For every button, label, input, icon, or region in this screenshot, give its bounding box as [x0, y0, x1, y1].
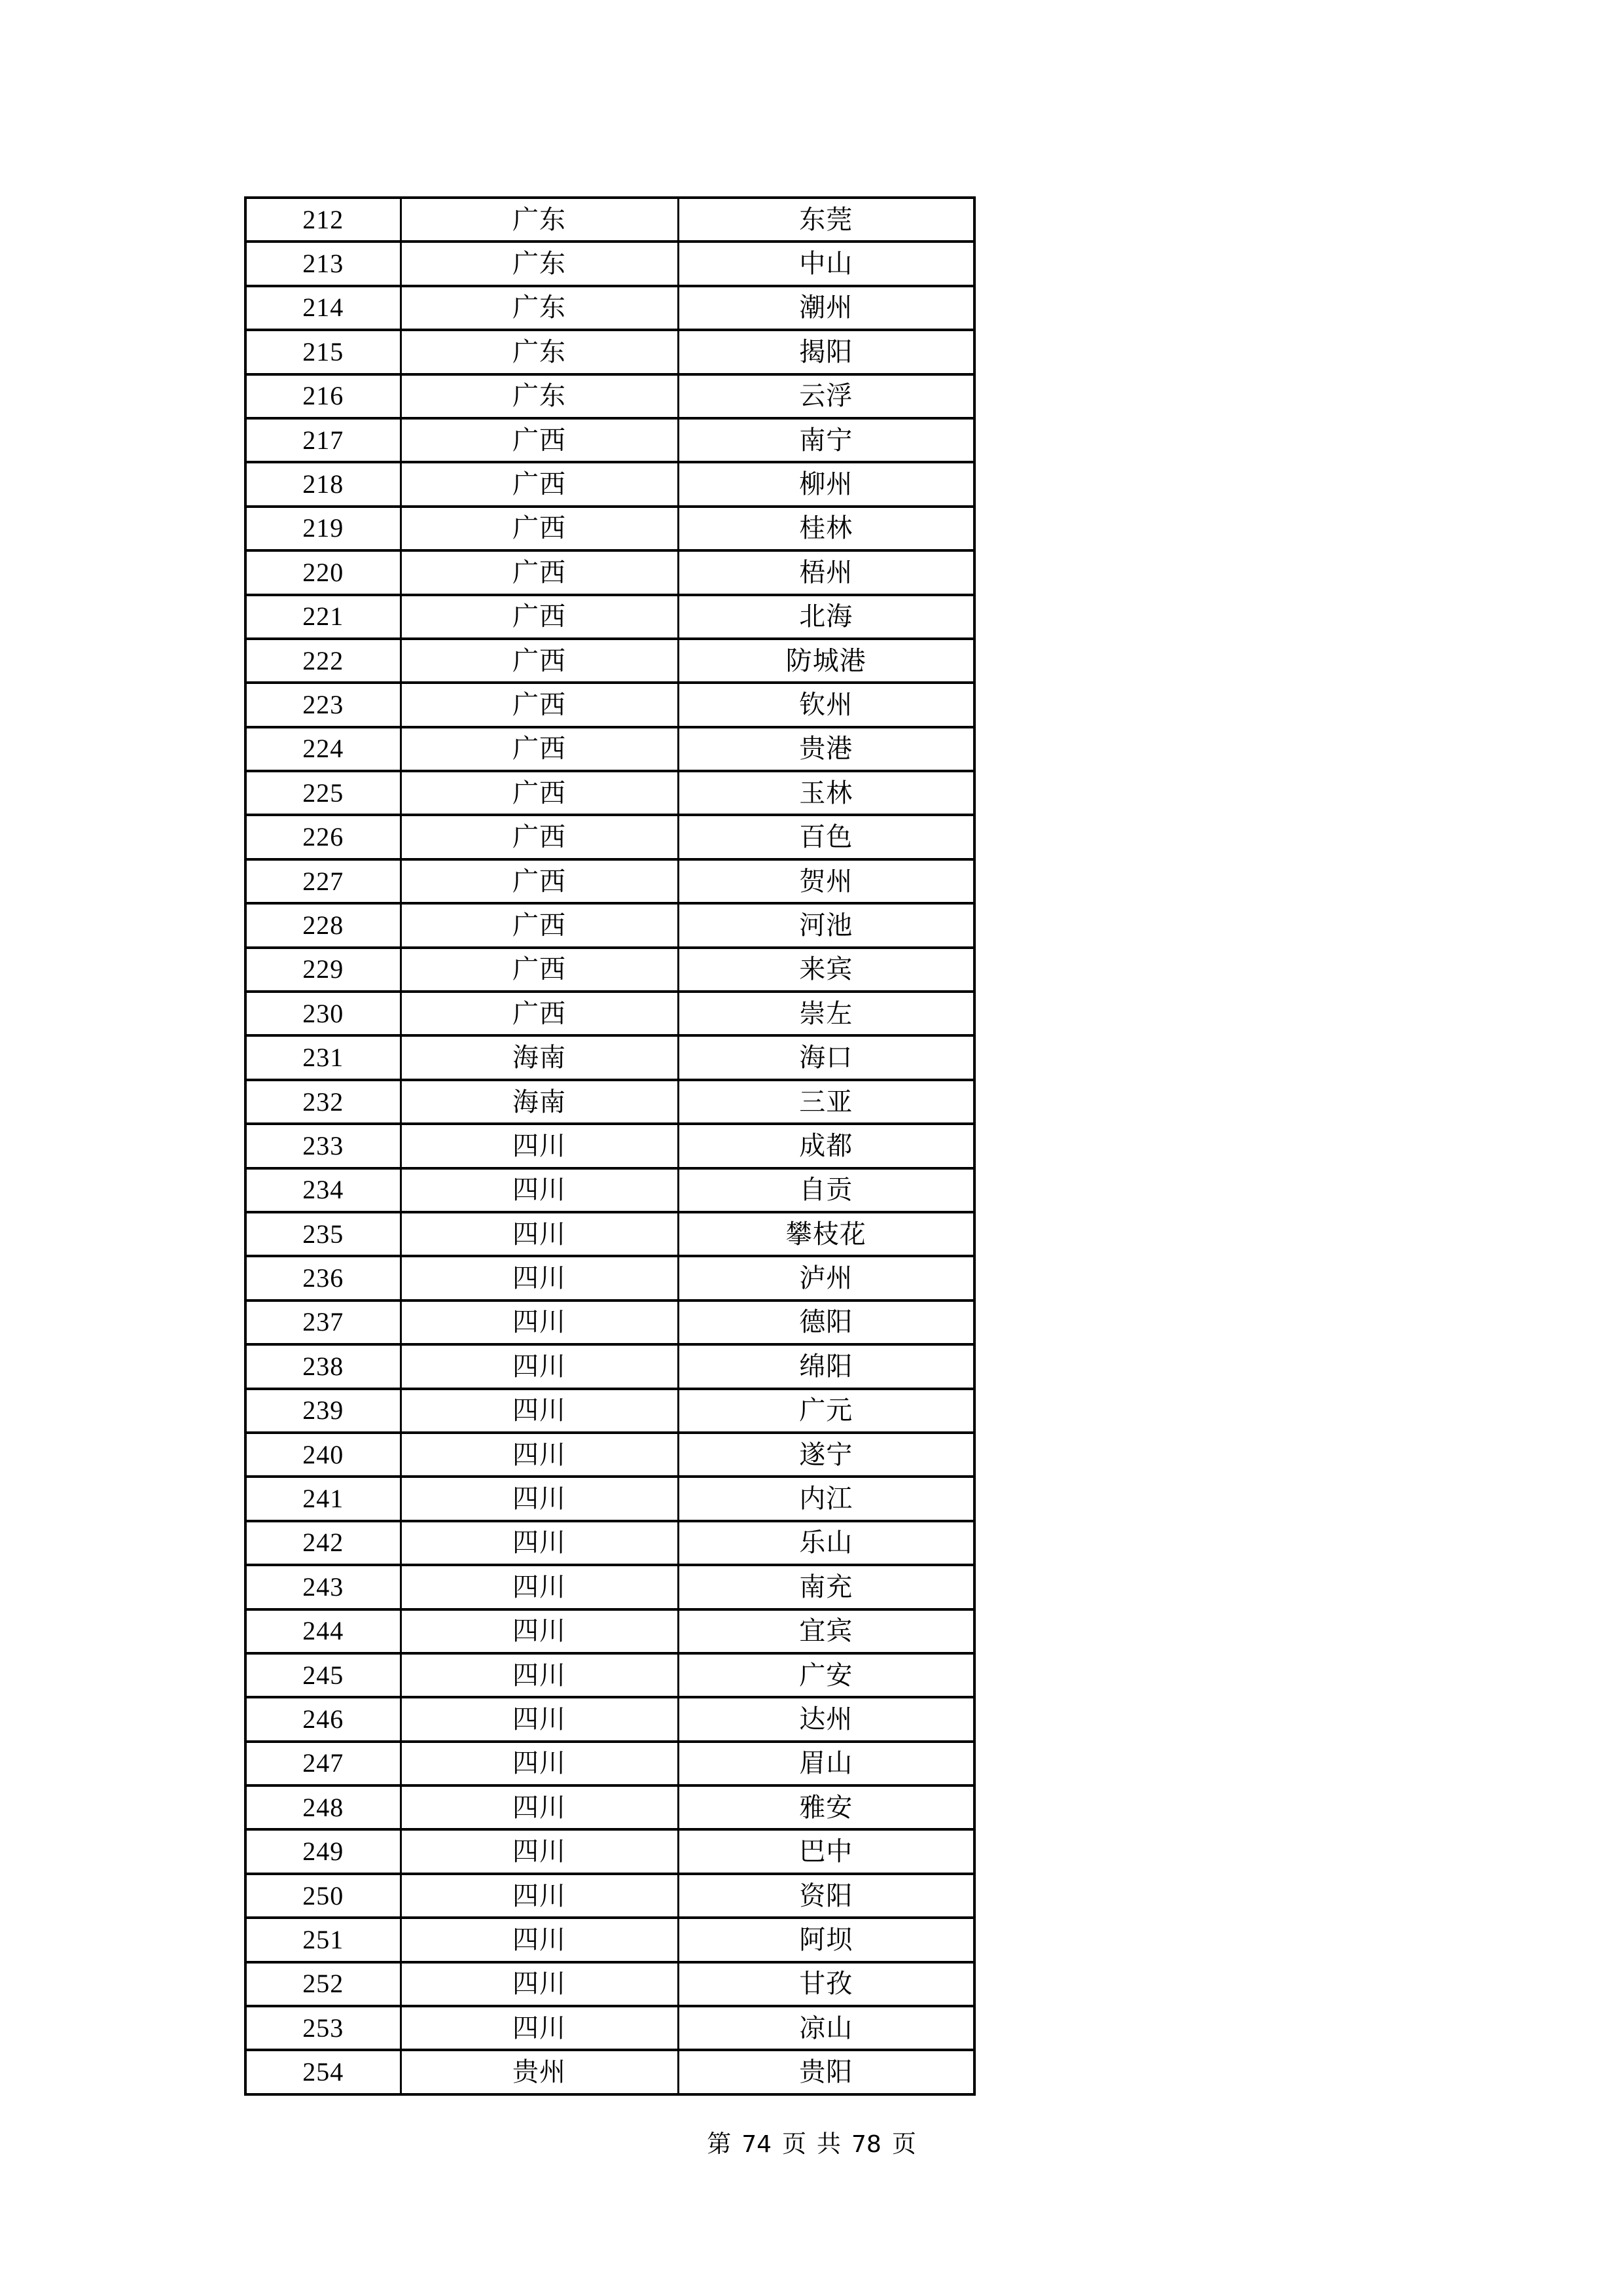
row-number-cell: 236: [245, 1256, 401, 1300]
table-row: [245, 992, 974, 1035]
province-cell: 四川: [401, 1609, 678, 1653]
page-footer: [0, 2132, 1623, 2157]
row-number-cell: 237: [245, 1300, 401, 1344]
row-number-cell: 247: [245, 1742, 401, 1785]
row-number-cell: 238: [245, 1344, 401, 1388]
row-number-cell: 253: [245, 2006, 401, 2050]
city-cell: 钦州: [678, 683, 974, 726]
table-row: [245, 948, 974, 992]
city-cell: 攀枝花: [678, 1212, 974, 1256]
city-cell: 揭阳: [678, 330, 974, 374]
table-row: [245, 286, 974, 330]
row-number-cell: 249: [245, 1829, 401, 1873]
table-row: [245, 198, 974, 242]
table-row: [245, 859, 974, 903]
city-cell: 梧州: [678, 550, 974, 594]
province-cell: 广西: [401, 507, 678, 550]
table-row: [245, 1697, 974, 1741]
city-cell: 德阳: [678, 1300, 974, 1344]
province-cell: 四川: [401, 1389, 678, 1433]
table-row: [245, 639, 974, 683]
row-number-cell: 251: [245, 1918, 401, 1962]
city-cell: 甘孜: [678, 1962, 974, 2006]
province-cell: 广西: [401, 550, 678, 594]
city-table-body: [245, 198, 974, 2094]
row-number-cell: 220: [245, 550, 401, 594]
province-cell: 四川: [401, 1477, 678, 1520]
table-row: [245, 1477, 974, 1520]
city-cell: 南充: [678, 1565, 974, 1609]
table-row: [245, 1433, 974, 1477]
table-row: [245, 1742, 974, 1785]
province-cell: 广东: [401, 198, 678, 242]
province-cell: 广西: [401, 771, 678, 815]
row-number-cell: 243: [245, 1565, 401, 1609]
row-number-cell: 227: [245, 859, 401, 903]
province-cell: 四川: [401, 1344, 678, 1388]
row-number-cell: 252: [245, 1962, 401, 2006]
city-cell: 绵阳: [678, 1344, 974, 1388]
footer-label-di: 第: [707, 2131, 732, 2158]
province-cell: 广东: [401, 330, 678, 374]
row-number-cell: 240: [245, 1433, 401, 1477]
province-cell: 广西: [401, 815, 678, 859]
city-cell: 自贡: [678, 1168, 974, 1212]
table-row: [245, 595, 974, 639]
row-number-cell: 245: [245, 1653, 401, 1697]
row-number-cell: 224: [245, 727, 401, 771]
city-cell: 柳州: [678, 462, 974, 506]
table-row: [245, 1829, 974, 1873]
row-number-cell: 254: [245, 2050, 401, 2094]
city-cell: 三亚: [678, 1080, 974, 1124]
row-number-cell: 221: [245, 595, 401, 639]
footer-current-page-number: 74: [741, 2131, 772, 2158]
city-cell: 眉山: [678, 1742, 974, 1785]
row-number-cell: 226: [245, 815, 401, 859]
row-number-cell: 225: [245, 771, 401, 815]
province-cell: 广东: [401, 374, 678, 418]
city-cell: 桂林: [678, 507, 974, 550]
city-cell: 贵阳: [678, 2050, 974, 2094]
row-number-cell: 232: [245, 1080, 401, 1124]
row-number-cell: 222: [245, 639, 401, 683]
city-cell: 广元: [678, 1389, 974, 1433]
city-cell: 崇左: [678, 992, 974, 1035]
province-cell: 四川: [401, 1168, 678, 1212]
province-cell: 广西: [401, 595, 678, 639]
city-cell: 遂宁: [678, 1433, 974, 1477]
province-cell: 海南: [401, 1080, 678, 1124]
city-cell: 百色: [678, 815, 974, 859]
row-number-cell: 242: [245, 1521, 401, 1565]
province-cell: 广西: [401, 683, 678, 726]
province-cell: 广西: [401, 418, 678, 462]
city-cell: 贺州: [678, 859, 974, 903]
city-cell: 中山: [678, 242, 974, 285]
province-cell: 四川: [401, 1653, 678, 1697]
row-number-cell: 218: [245, 462, 401, 506]
city-cell: 巴中: [678, 1829, 974, 1873]
city-cell: 内江: [678, 1477, 974, 1520]
table-row: [245, 507, 974, 550]
city-cell: 乐山: [678, 1521, 974, 1565]
city-cell: 海口: [678, 1035, 974, 1079]
city-cell: 防城港: [678, 639, 974, 683]
city-cell: 阿坝: [678, 1918, 974, 1962]
province-cell: 广西: [401, 992, 678, 1035]
province-cell: 四川: [401, 1565, 678, 1609]
table-row: [245, 1212, 974, 1256]
city-cell: 南宁: [678, 418, 974, 462]
city-cell: 北海: [678, 595, 974, 639]
table-row: [245, 1035, 974, 1079]
row-number-cell: 214: [245, 286, 401, 330]
row-number-cell: 234: [245, 1168, 401, 1212]
province-cell: 四川: [401, 1962, 678, 2006]
row-number-cell: 233: [245, 1124, 401, 1168]
city-cell: 达州: [678, 1697, 974, 1741]
province-cell: 四川: [401, 1124, 678, 1168]
row-number-cell: 248: [245, 1785, 401, 1829]
row-number-cell: 223: [245, 683, 401, 726]
city-cell: 雅安: [678, 1785, 974, 1829]
table-row: [245, 1389, 974, 1433]
city-cell: 资阳: [678, 1874, 974, 1918]
row-number-cell: 235: [245, 1212, 401, 1256]
city-cell: 东莞: [678, 198, 974, 242]
province-cell: 四川: [401, 1785, 678, 1829]
table-row: [245, 771, 974, 815]
province-cell: 四川: [401, 1521, 678, 1565]
table-row: [245, 374, 974, 418]
table-row: [245, 1256, 974, 1300]
province-cell: 四川: [401, 1742, 678, 1785]
row-number-cell: 229: [245, 948, 401, 992]
province-cell: 四川: [401, 1829, 678, 1873]
table-row: [245, 330, 974, 374]
row-number-cell: 250: [245, 1874, 401, 1918]
row-number-cell: 213: [245, 242, 401, 285]
table-row: [245, 903, 974, 947]
province-cell: 广东: [401, 242, 678, 285]
row-number-cell: 246: [245, 1697, 401, 1741]
footer-label-ye: 页: [891, 2131, 916, 2158]
table-row: [245, 727, 974, 771]
table-row: [245, 1565, 974, 1609]
province-cell: 广西: [401, 727, 678, 771]
city-table: [244, 196, 976, 2096]
province-cell: 广西: [401, 462, 678, 506]
province-cell: 四川: [401, 1433, 678, 1477]
table-row: [245, 815, 974, 859]
city-cell: 河池: [678, 903, 974, 947]
city-cell: 泸州: [678, 1256, 974, 1300]
province-cell: 四川: [401, 2006, 678, 2050]
table-row: [245, 1300, 974, 1344]
province-cell: 广东: [401, 286, 678, 330]
row-number-cell: 212: [245, 198, 401, 242]
province-cell: 广西: [401, 903, 678, 947]
table-row: [245, 1124, 974, 1168]
province-cell: 广西: [401, 859, 678, 903]
table-row: [245, 2050, 974, 2094]
table-row: [245, 1344, 974, 1388]
row-number-cell: 216: [245, 374, 401, 418]
province-cell: 广西: [401, 948, 678, 992]
row-number-cell: 230: [245, 992, 401, 1035]
city-cell: 贵港: [678, 727, 974, 771]
table-row: [245, 1609, 974, 1653]
province-cell: 四川: [401, 1212, 678, 1256]
city-cell: 成都: [678, 1124, 974, 1168]
city-cell: 广安: [678, 1653, 974, 1697]
row-number-cell: 244: [245, 1609, 401, 1653]
province-cell: 海南: [401, 1035, 678, 1079]
city-cell: 凉山: [678, 2006, 974, 2050]
province-cell: 四川: [401, 1918, 678, 1962]
table-row: [245, 1653, 974, 1697]
table-row: [245, 1874, 974, 1918]
row-number-cell: 219: [245, 507, 401, 550]
table-row: [245, 1080, 974, 1124]
table-row: [245, 1785, 974, 1829]
table-row: [245, 550, 974, 594]
province-cell: 四川: [401, 1874, 678, 1918]
row-number-cell: 239: [245, 1389, 401, 1433]
table-row: [245, 1918, 974, 1962]
table-row: [245, 1962, 974, 2006]
row-number-cell: 241: [245, 1477, 401, 1520]
table-row: [245, 683, 974, 726]
province-cell: 贵州: [401, 2050, 678, 2094]
table-row: [245, 418, 974, 462]
row-number-cell: 217: [245, 418, 401, 462]
footer-label-ye: 页: [782, 2131, 806, 2158]
table-row: [245, 242, 974, 285]
province-cell: 四川: [401, 1256, 678, 1300]
footer-label-gong: 共: [817, 2131, 841, 2158]
row-number-cell: 231: [245, 1035, 401, 1079]
row-number-cell: 228: [245, 903, 401, 947]
province-cell: 四川: [401, 1697, 678, 1741]
table-row: [245, 1521, 974, 1565]
table-row: [245, 462, 974, 506]
province-cell: 广西: [401, 639, 678, 683]
table-row: [245, 2006, 974, 2050]
table-row: [245, 1168, 974, 1212]
city-cell: 潮州: [678, 286, 974, 330]
city-cell: 宜宾: [678, 1609, 974, 1653]
row-number-cell: 215: [245, 330, 401, 374]
province-cell: 四川: [401, 1300, 678, 1344]
city-cell: 来宾: [678, 948, 974, 992]
footer-total-page-number: 78: [851, 2131, 882, 2158]
city-cell: 云浮: [678, 374, 974, 418]
city-cell: 玉林: [678, 771, 974, 815]
